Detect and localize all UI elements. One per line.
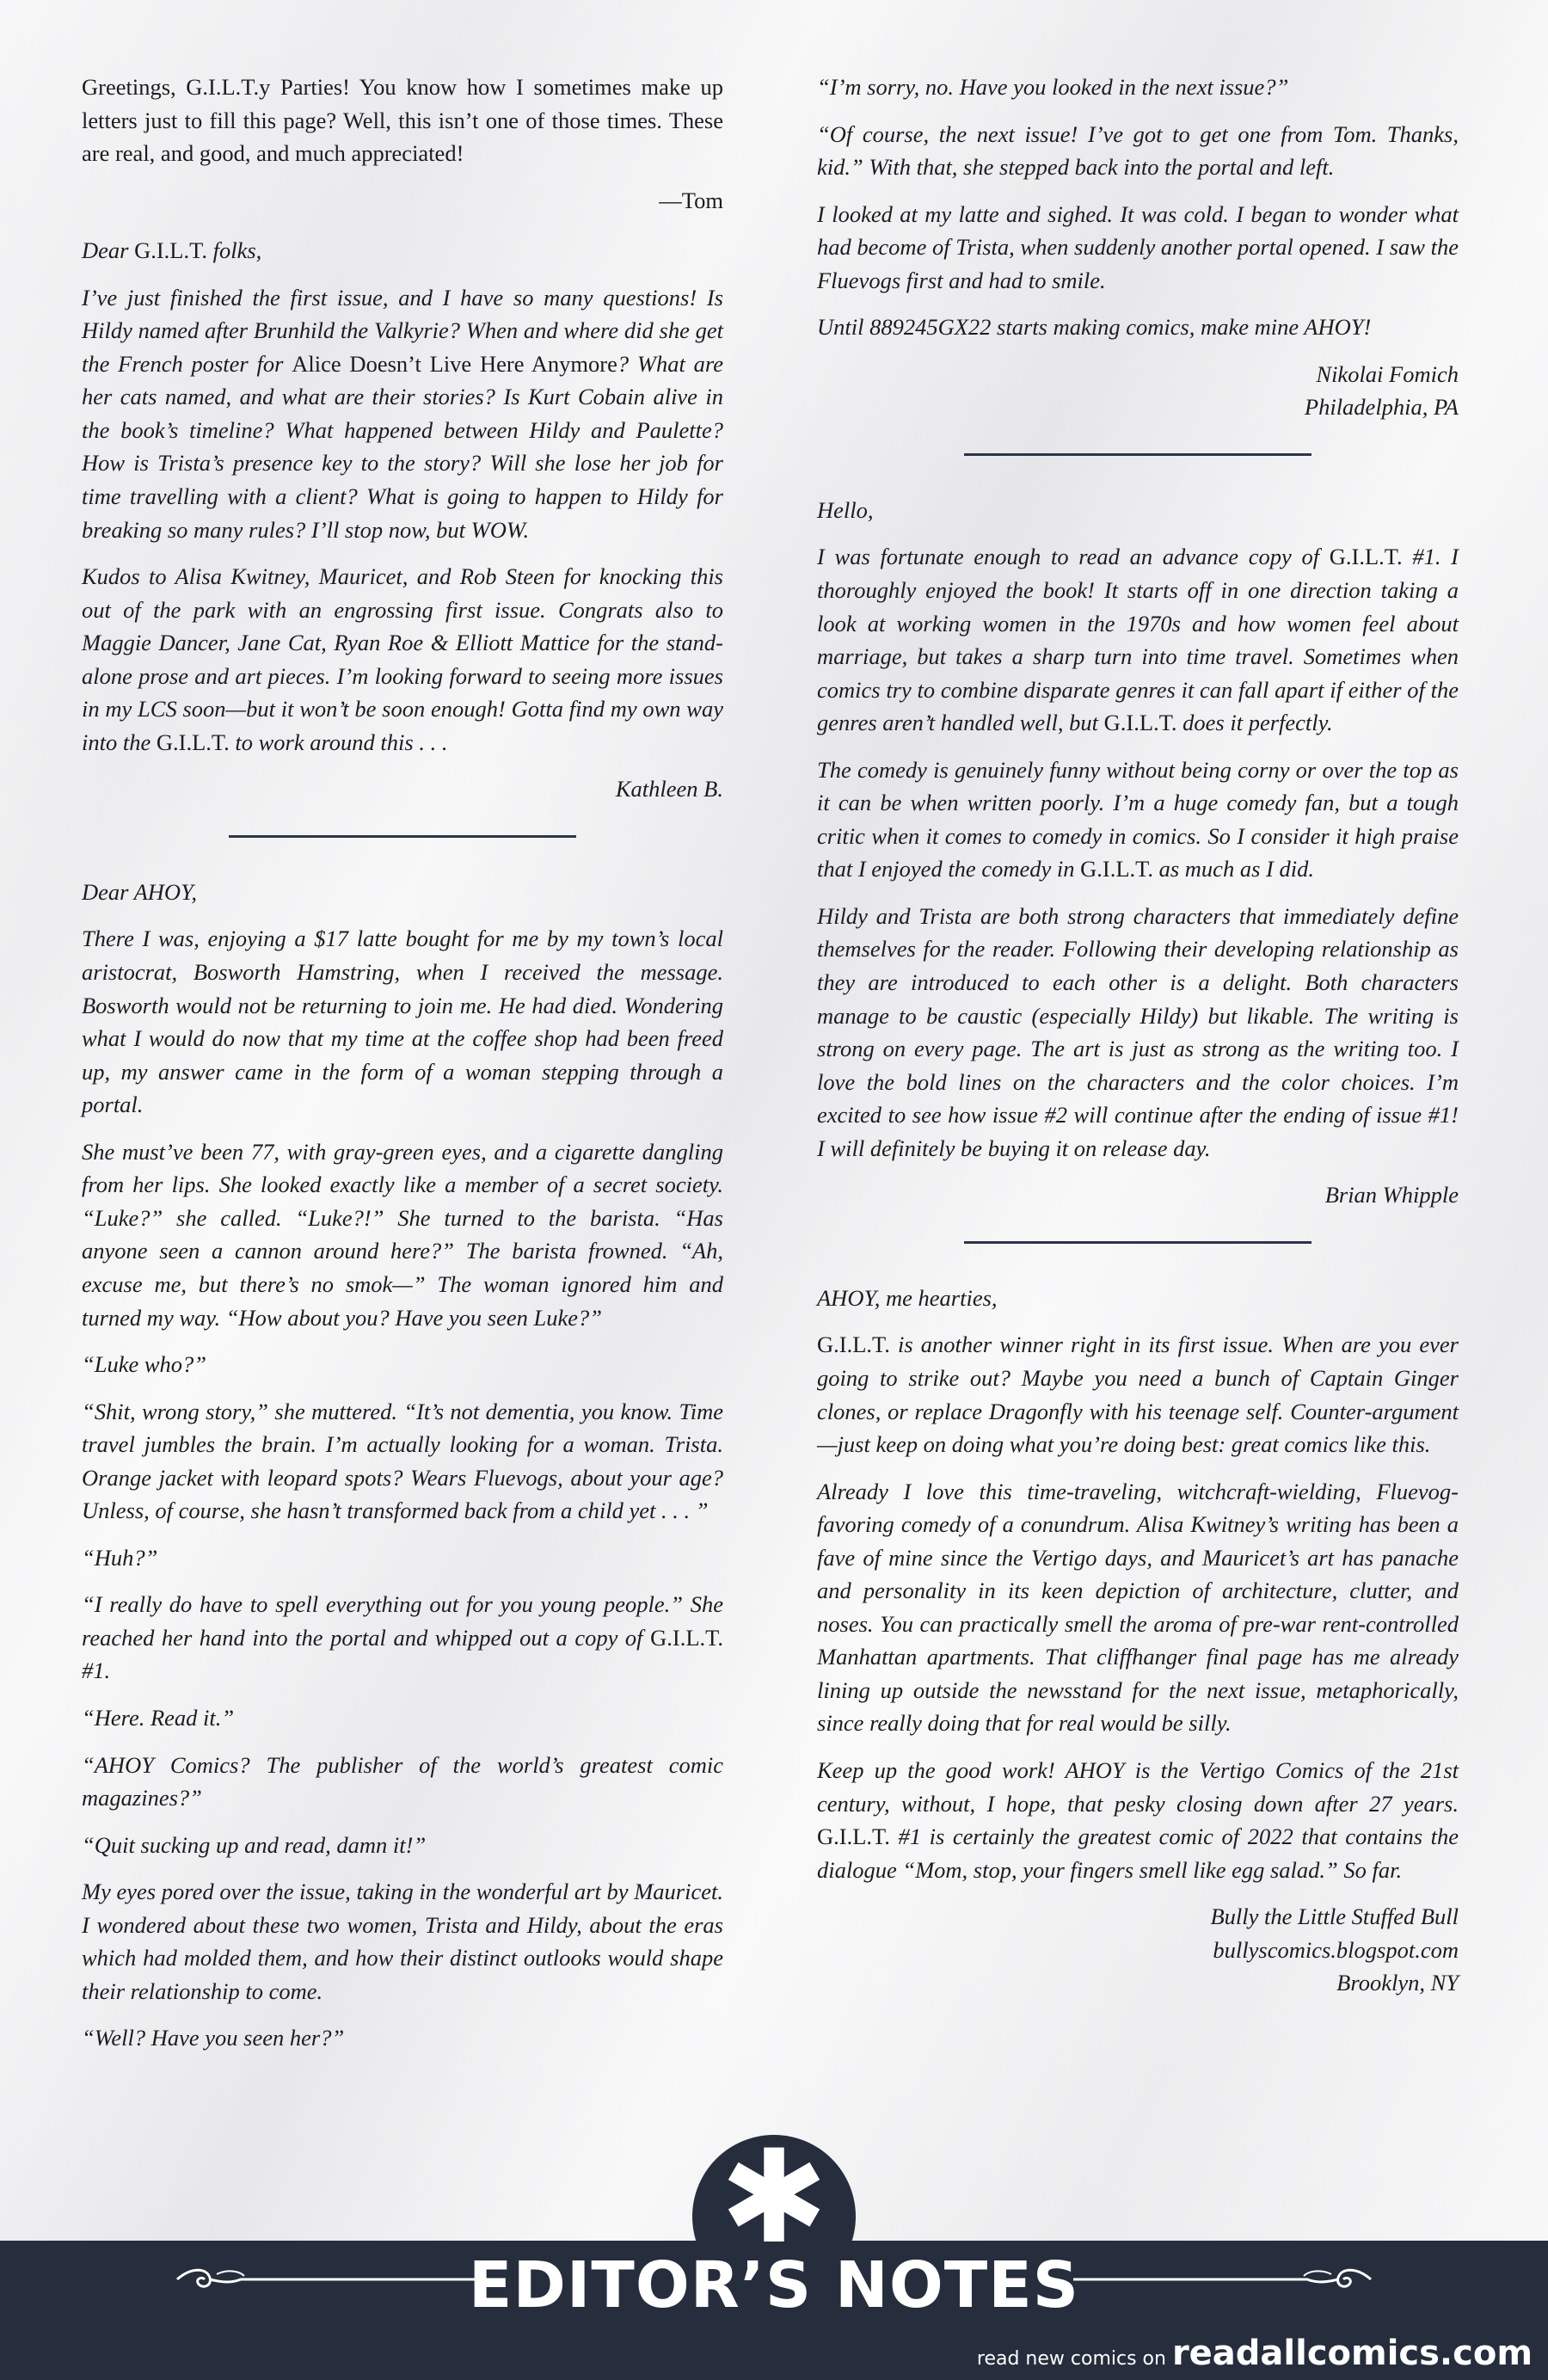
letter2-paragraph: “Here. Read it.” [82,1704,235,1731]
letter2-paragraph: “AHOY Comics? The publisher of the world’s greatest comic magazines?” [82,1751,723,1811]
letter1-paragraph: I’ve just finished the first issue, and I have so many questions! Is Hildy named after Brunhild the Valkyrie? When and where did she get the French poster for Alice Doesn’t Live Here Anymore? What are her cats named, and what are their stories? Is Kurt Cobain alive in the book’s timeline? What happened between Hildy and Paulette? How is Trista’s presence key to the story? Will she lose her job for time travelling with a client? What is going to happen to Hildy for breaking so many rules? I’ll stop now, but WOW. [82,284,723,543]
asterisk-icon: ✱ [720,2123,828,2272]
page-title: EDITOR’S NOTES [468,2248,1080,2322]
divider-rule [964,1241,1312,1244]
letter4-paragraph: G.I.L.T. is another winner right in its first issue. When are you ever going to strike out? Maybe you need a bunch of Captain Ginger clones, or replace Dragonfly with his teenage self. Counter-argument—just keep on doing what you’re doing best: great comics like this. [817,1331,1459,1458]
letter2-salutation: Dear AHOY, [82,878,198,905]
letter4-paragraph: Already I love this time-traveling, witchcraft-wielding, Fluevog-favoring comedy of a conundrum. Alisa Kwitney’s writing has been a fave of mine since the Vertigo days, and Mauricet’s art has panache and personality in its keen depiction of architecture, clutter, and noses. You can practically smell the aroma of pre-war rent-controlled Manhattan apartments. That cliffhanger final page has me already lining up outside the newsstand for the next issue, metaphorically, since really doing that for real would be silly. [817,1478,1459,1737]
intro-text: Greetings, G.I.L.T.y Parties! You know how I sometimes make up letters just to fill this page? Well, this isn’t one of those times. These are real, and good, and much appreciated! [82,74,723,167]
right-column [817,71,1459,2017]
letter2-paragraph: I looked at my latte and sighed. It was cold. I began to wonder what had become of Trista, when suddenly another portal opened. I saw the Fluevogs first and had to smile. [817,200,1459,293]
letter2-paragraph: “I really do have to spell everything out for you young people.” She reached her hand into the portal and whipped out a copy of G.I.L.T. #1. [82,1591,723,1684]
letter3-paragraph: Hildy and Trista are both strong characters that immediately define themselves for the reader. Following their developing relationship as they are introduced to each other is a delight. Both characters manage to be caustic (especially Hildy) but likable. The writing is strong on every page. The art is just as strong as the writing too. I love the bold lines on the characters and the color choices. I’m excited to see how issue #2 will continue after the ending of issue #1! I will definitely be buying it on release day. [817,902,1459,1161]
letter2-paragraph: There I was, enjoying a $17 latte bought for me by my town’s local aristocrat, Bosworth Hamstring, when I received the message. Bosworth would not be returning to join me. He had died. Wondering what I would do now that my time at the coffee shop had been freed up, my answer came in the form of a woman stepping through a portal. [82,926,723,1118]
letter2-paragraph: “I’m sorry, no. Have you looked in the next issue?” [817,74,1289,100]
left-column [82,71,723,2069]
letter3-paragraph: I was fortunate enough to read an advance copy of G.I.L.T. #1. I thoroughly enjoyed the book! It starts off in one direction taking a look at working women in the 1970s and how women feel about marriage, but takes a sharp turn into time travel. Sometimes when comics try to combine disparate genres it can fall apart if either of the genres aren’t handled well, but G.I.L.T. does it perfectly. [817,544,1459,736]
letter2-paragraph: “Well? Have you seen her?” [82,2025,345,2051]
letter4-paragraph: Keep up the good work! AHOY is the Vertigo Comics of the 21st century, without, I hope, that pesky closing down after 27 years. G.I.L.T. #1 is certainly the greatest comic of 2022 that contains the dialogue “Mom, stop, your fingers smell like egg salad.” So far. [817,1756,1459,1883]
letter2-signature: Nikolai Fomich Philadelphia, PA [1304,360,1459,421]
letter1-salutation: Dear G.I.L.T. folks, [82,237,262,264]
letter2-paragraph: She must’ve been 77, with gray-green eyes, and a cigarette dangling from her lips. She looked exactly like a member of a secret society. “Luke?” she called. “Luke?!” She turned to the barista. “Has anyone seen a cannon around here?” The barista frowned. “Ah, excuse me, but there’s no smok—” The woman ignored him and turned my way. “How about you? Have you seen Luke?” [82,1138,723,1331]
letter2-paragraph: “Shit, wrong story,” she muttered. “It’s not dementia, you know. Time travel jumbles the brain. I’m actually looking for a woman. Trista. Orange jacket with leopard spots? Wears Fluevogs, about your age? Unless, of course, she hasn’t transformed back from a child yet . . . ” [82,1398,723,1524]
letter2-paragraph: “Quit sucking up and read, damn it!” [82,1831,427,1858]
letter3-signature: Brian Whipple [1324,1182,1459,1208]
intro-signature: —Tom [659,187,723,213]
letter2-paragraph: My eyes pored over the issue, taking in the wonderful art by Mauricet. I wondered about these two women, Trista and Hildy, about the eras which had molded them, and how their distinct outlooks would shape their relationship to come. [82,1879,723,2004]
letter4-signature: Bully the Little Stuffed Bull bullyscomics.blogspot.com Brooklyn, NY [1210,1903,1459,1996]
letter1-paragraph: Kudos to Alisa Kwitney, Mauricet, and Rob Steen for knocking this out of the park with an engrossing first issue. Congrats also to Maggie Dancer, Jane Cat, Ryan Roe & Elliott Mattice for the stand-alone prose and art pieces. I’m looking forward to seeing more issues in my LCS soon—but it won’t be soon enough! Gotta find my own way into the G.I.L.T. to work around this . . . [82,563,723,755]
letter4-salutation: AHOY, me hearties, [817,1284,998,1311]
letter3-paragraph: The comedy is genuinely funny without being corny or over the top as it can be when written poorly. I’m a huge comedy fan, but a tough critic when it comes to comedy in comics. So I consider it high praise that I enjoyed the comedy in G.I.L.T. as much as I did. [817,756,1459,883]
letter2-paragraph: Until 889245GX22 starts making comics, make mine AHOY! [817,314,1372,341]
letter2-paragraph: “Luke who?” [82,1351,207,1378]
divider-rule [964,453,1312,456]
letter3-salutation: Hello, [817,496,874,523]
site-watermark: read new comics on readallcomics.com [976,2334,1533,2373]
letter2-paragraph: “Of course, the next issue! I’ve got to get one from Tom. Thanks, kid.” With that, she stepped back into the portal and left. [817,120,1459,181]
letter2-paragraph: “Huh?” [82,1544,158,1571]
letter1-signature: Kathleen B. [615,776,723,803]
divider-rule [229,835,576,838]
